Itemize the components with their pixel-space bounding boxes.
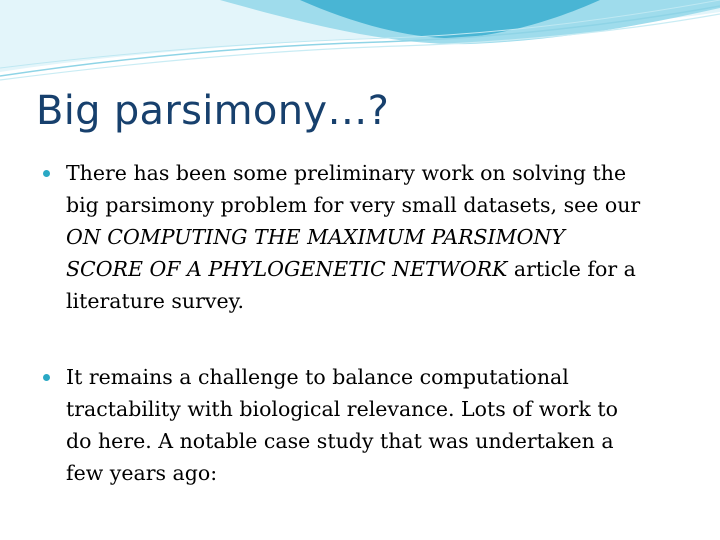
bullet-marker xyxy=(43,170,50,177)
bullet-line-mixed xyxy=(66,253,700,285)
slide-title: Big parsimony…? xyxy=(36,88,390,134)
bullet-line: do here. A notable case study that was undertaken a xyxy=(66,429,614,453)
bullet-line: There has been some preliminary work on solving the xyxy=(66,161,627,185)
bullet-line-tail: article for a xyxy=(507,257,636,281)
bullet-line-italic: ON COMPUTING THE MAXIMUM PARSIMONY xyxy=(66,225,565,249)
bullet-line: It remains a challenge to balance computational xyxy=(66,365,569,389)
bullet-item-2 xyxy=(40,361,700,489)
bullet-line: tractability with biological relevance. Lots of work to xyxy=(66,397,618,421)
bullet-line: literature survey. xyxy=(66,289,245,313)
header-wave-decoration xyxy=(0,0,720,90)
article-title-italic: SCORE OF A PHYLOGENETIC NETWORK xyxy=(66,257,508,281)
bullet-line: few years ago: xyxy=(66,461,218,485)
bullet-marker xyxy=(43,374,50,381)
bullet-item-1 xyxy=(40,157,700,317)
bullet-list xyxy=(40,157,700,489)
bullet-line: big parsimony problem for very small datasets, see our xyxy=(66,193,641,217)
